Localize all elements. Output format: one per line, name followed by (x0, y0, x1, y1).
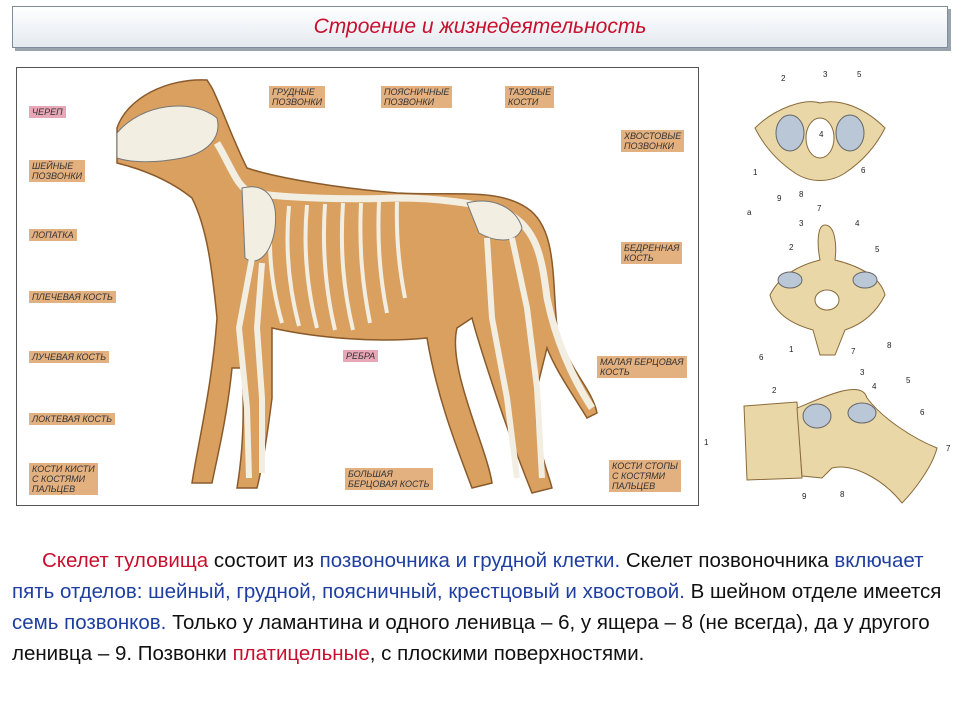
vnum: 2 (772, 386, 777, 395)
label-scapula: ЛОПАТКА (29, 229, 77, 241)
dog-illustration (17, 68, 698, 505)
vnum: 3 (823, 70, 828, 79)
label-cervical: ШЕЙНЫЕ ПОЗВОНКИ (29, 160, 85, 182)
text-span: , с плоскими поверхностями. (369, 642, 645, 665)
text-five-sections: включает пять отделов: шейный, грудной, поясничный, крестцовый и хвостовой. (12, 549, 924, 603)
vnum: 1 (704, 438, 709, 447)
vnum: 7 (851, 347, 856, 356)
vnum: 4 (872, 382, 877, 391)
page-title: Строение и жизнедеятельность (313, 15, 647, 38)
vnum: 8 (840, 490, 845, 499)
label-foot: КОСТИ СТОПЫ С КОСТЯМИ ПАЛЬЦЕВ (609, 460, 681, 492)
vnum: 2 (789, 243, 794, 252)
vnum: 6 (759, 353, 764, 362)
vertebra-middle (755, 215, 905, 365)
label-thoracic: ГРУДНЫЕ ПОЗВОНКИ (269, 86, 325, 108)
text-trunk-skeleton: Скелет туловища (42, 549, 209, 572)
vnum: 1 (789, 345, 794, 354)
dog-skeleton-diagram (16, 67, 699, 506)
label-radius: ЛУЧЕВАЯ КОСТЬ (29, 351, 109, 363)
label-tibia: БОЛЬШАЯ БЕРЦОВАЯ КОСТЬ (345, 468, 433, 490)
text-span: состоит из (208, 549, 320, 572)
axis-vertebra-illustration (755, 215, 905, 365)
vnum: 4 (819, 130, 824, 139)
lumbar-vertebra-illustration (702, 368, 954, 513)
text-seven-vertebrae: семь позвонков. (12, 611, 167, 634)
vnum: 6 (861, 166, 866, 175)
vnum: 5 (875, 245, 880, 254)
vertebra-bottom (702, 368, 954, 513)
text-span: Только у ламантина и одного ленивца – 6, у ящера – 8 (не всегда), да у другого ленивца – 9. Позвонки (12, 611, 930, 665)
text-platycoelous: платицельные (232, 642, 370, 665)
title-bar (12, 6, 948, 48)
label-lumbar: ПОЯСНИЧНЫЕ ПОЗВОНКИ (381, 86, 452, 108)
vnum: 3 (860, 368, 865, 377)
vnum: 7 (946, 444, 951, 453)
label-skull: ЧЕРЕП (29, 106, 66, 118)
label-hand: КОСТИ КИСТИ С КОСТЯМИ ПАЛЬЦЕВ (29, 463, 98, 495)
vnum: 3 (799, 219, 804, 228)
label-fibula: МАЛАЯ БЕРЦОВАЯ КОСТЬ (597, 356, 687, 378)
atlas-vertebra-illustration (745, 68, 895, 218)
vnum: 1 (753, 168, 758, 177)
vnum: 5 (906, 376, 911, 385)
vnum: 7 (817, 204, 822, 213)
vnum: 8 (799, 190, 804, 199)
vertebra-top (745, 68, 895, 218)
vnum: 4 (855, 219, 860, 228)
vnum: 8 (887, 341, 892, 350)
vnum: 2 (781, 74, 786, 83)
vnum: 5 (857, 70, 862, 79)
label-ulna: ЛОКТЕВАЯ КОСТЬ (29, 413, 115, 425)
text-spine-chest: позвоночника и грудной клетки. (319, 549, 621, 572)
body-text (12, 545, 952, 669)
label-femur: БЕДРЕННАЯ КОСТЬ (621, 242, 682, 264)
label-humerus: ПЛЕЧЕВАЯ КОСТЬ (29, 291, 116, 303)
text-span: В шейном отделе имеется (684, 580, 942, 603)
vnum: 9 (777, 194, 782, 203)
vnum: 9 (802, 492, 807, 501)
text-span: Скелет позвоночника (620, 549, 835, 572)
label-pelvic: ТАЗОВЫЕ КОСТИ (505, 86, 554, 108)
label-tail: ХВОСТОВЫЕ ПОЗВОНКИ (621, 130, 684, 152)
vnum: 6 (920, 408, 925, 417)
label-ribs: РЕБРА (343, 350, 378, 362)
vnum: а (747, 208, 752, 217)
